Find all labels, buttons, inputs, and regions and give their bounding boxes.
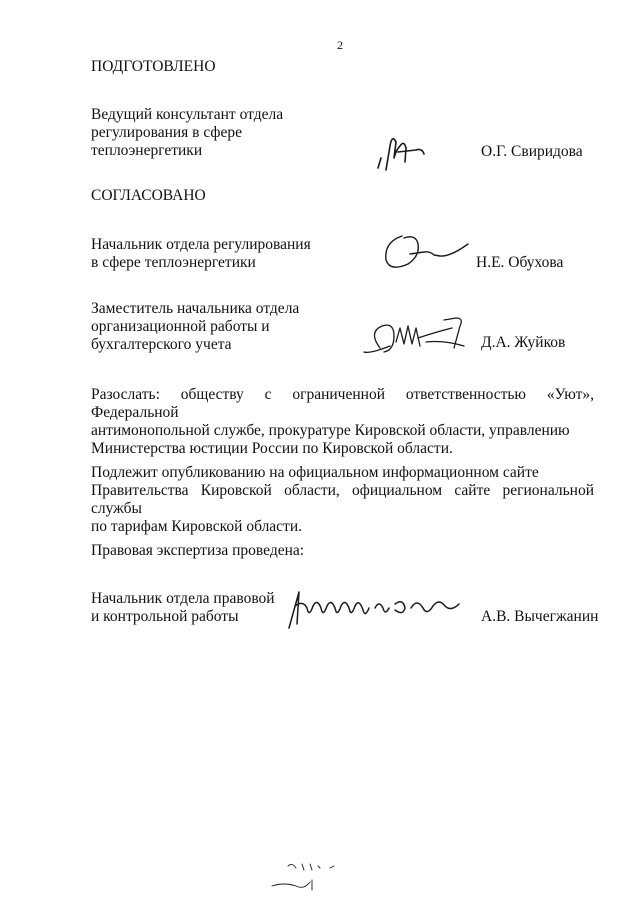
legal-position-line: Начальник отдела правовой	[91, 590, 275, 607]
distribution-line: антимонопольной службе, прокуратуре Кировской области, управлению	[91, 422, 570, 439]
agreed-position-1	[91, 236, 311, 272]
agreed-position-line: Заместитель начальника отдела	[91, 300, 300, 317]
publication-line: Подлежит опубликованию на официальном информационном сайте	[91, 464, 539, 481]
publication-line: Правительства Кировской области, официальном сайте региональной службы	[91, 482, 594, 517]
agreed-heading: СОГЛАСОВАНО	[91, 187, 206, 204]
prepared-position	[91, 106, 283, 160]
prepared-position-line: Ведущий консультант отдела	[91, 106, 284, 123]
bottom-handwritten-mark	[262, 856, 352, 896]
prepared-position-line: регулирования в сфере	[91, 124, 242, 141]
prepared-heading: ПОДГОТОВЛЕНО	[91, 58, 216, 75]
distribution-line: Разослать: обществу с ограниченной ответственностью «Уют», Федеральной	[91, 386, 594, 421]
publication-paragraph	[91, 464, 594, 536]
agreed-position-line: Начальник отдела регулирования	[91, 236, 311, 253]
agreed-name-1: Н.Е. Обухова	[476, 254, 564, 271]
legal-position-line: и контрольной работы	[91, 608, 239, 625]
signature-obukhova	[380, 226, 475, 274]
agreed-position-line: бухгалтерского учета	[91, 336, 232, 353]
prepared-name: О.Г. Свиридова	[481, 143, 583, 160]
agreed-name-2: Д.А. Жуйков	[481, 334, 566, 351]
agreed-position-2	[91, 300, 299, 354]
signature-sviridova	[372, 128, 432, 176]
agreed-position-line: в сфере теплоэнергетики	[91, 254, 256, 271]
prepared-position-line: теплоэнергетики	[91, 142, 203, 159]
page-number: 2	[337, 38, 343, 52]
legal-review-statement: Правовая экспертиза проведена:	[91, 542, 305, 559]
signature-vychegzhanin	[283, 584, 468, 632]
legal-name: А.В. Вычегжанин	[481, 608, 599, 625]
agreed-position-line: организационной работы и	[91, 318, 270, 335]
distribution-paragraph	[91, 386, 594, 458]
distribution-line: Министерства юстиции России по Кировской области.	[91, 440, 453, 457]
signature-zhuykov	[360, 312, 475, 362]
publication-line: по тарифам Кировской области.	[91, 518, 303, 535]
legal-position	[91, 590, 275, 626]
